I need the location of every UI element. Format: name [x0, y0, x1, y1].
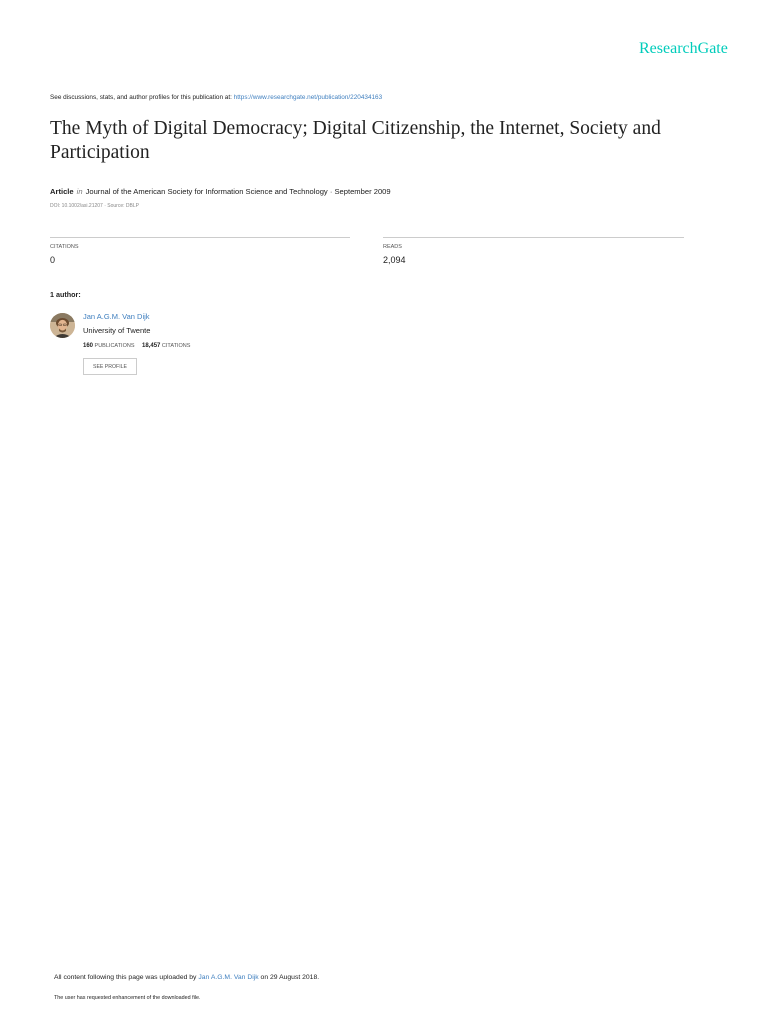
publication-meta [50, 187, 391, 196]
upload-suffix: on 29 August 2018. [258, 974, 320, 981]
publication-url-link[interactable]: https://www.researchgate.net/publication/220434163 [233, 94, 383, 101]
doi-source-line: DOI: 10.1002/asi.21207 · Source: DBLP [50, 203, 139, 209]
uploader-link[interactable]: Jan A.G.M. Van Dijk [198, 974, 259, 981]
citations-divider [50, 237, 350, 238]
author-name-link[interactable]: Jan A.G.M. Van Dijk [83, 312, 150, 321]
researchgate-logo[interactable]: ResearchGate [639, 40, 728, 57]
author-photo-graphic [50, 313, 75, 338]
citations-label: CITATIONS [50, 244, 79, 250]
publication-type: Article [50, 187, 74, 196]
author-citations-count: 18,457 [142, 343, 161, 349]
upload-prefix: All content following this page was uploaded by [54, 974, 199, 981]
author-institution: University of Twente [83, 326, 151, 335]
author-publications-label: PUBLICATIONS [94, 343, 135, 349]
authors-heading: 1 author: [50, 290, 81, 299]
see-profile-button[interactable]: SEE PROFILE [83, 358, 137, 375]
discussion-prefix: See discussions, stats, and author profiles for this publication at: [50, 94, 234, 101]
enhancement-note: The user has requested enhancement of the downloaded file. [54, 995, 201, 1001]
in-word: in [76, 187, 83, 196]
author-photo-icon[interactable] [50, 313, 75, 338]
upload-notice [54, 974, 319, 981]
reads-divider [383, 237, 684, 238]
publication-title: The Myth of Digital Democracy; Digital Citizenship, the Internet, Society and Participation [50, 118, 661, 163]
publication-venue: Journal of the American Society for Information Science and Technology · September 2009 [85, 187, 391, 196]
author-publications-count: 160 [83, 343, 94, 349]
reads-value: 2,094 [383, 255, 406, 265]
discussion-line [50, 94, 382, 101]
citations-value: 0 [50, 255, 56, 265]
author-citations-label: CITATIONS [161, 343, 191, 349]
reads-label: READS [383, 244, 402, 250]
author-stats [83, 343, 190, 349]
